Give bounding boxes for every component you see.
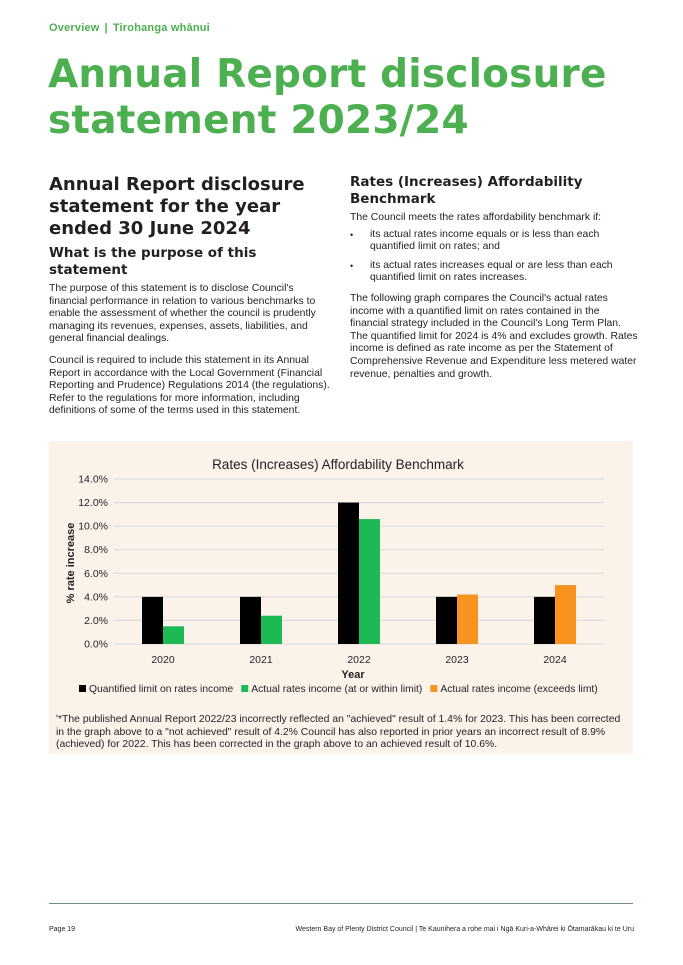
legend-label: Quantified limit on rates income: [89, 684, 234, 695]
purpose-subheading: What is the purpose of this statement: [49, 245, 257, 278]
legend-swatch: [79, 685, 86, 692]
chart-footnote: '*The published Annual Report 2022/23 incorrectly reflected an "achieved" result of 1.4% for 2023. This has been corrected in the graph above to a "not achieved" result of 4.2% Council has also reported in prior years an incorrect result of 8.9% (achieved) for 2022. This has been corrected in the graph above to an achieved result of 10.6%.: [56, 714, 621, 751]
y-tick-label: 4.0%: [84, 591, 108, 604]
legend-label: Actual rates income (at or within limit): [251, 684, 423, 695]
criteria-item: • its actual rates income equals or is less than each quantified limit on rates; and: [350, 229, 640, 254]
graph-explanation: The following graph compares the Council's actual rates income with a quantified limit on rates contained in the financial strategy included in the Council's Long Term Plan. The quantified limit for 2024 is 4% and excludes growth. Rates income is defined as rate income as per the Statement of Comprehensive Revenue and Expenditure less metered water revenue, penalties and growth.: [350, 292, 638, 380]
y-tick-label: 2.0%: [84, 614, 108, 627]
legend-swatch: [241, 685, 248, 692]
benchmark-criteria-list: [350, 229, 640, 285]
criteria-item: • its actual rates increases equal or are less than each quantified limit on rates increases.: [350, 260, 640, 285]
limit-bar: [142, 597, 163, 644]
legend-label: Actual rates income (exceeds limt): [440, 684, 598, 695]
chart-y-ticks: [78, 474, 108, 651]
y-tick-label: 14.0%: [78, 473, 108, 486]
legend-swatch: [430, 685, 437, 692]
y-tick-label: 6.0%: [84, 567, 108, 580]
purpose-paragraph: The purpose of this statement is to disclose Council's financial performance in relation to various benchmarks to enable the assessment of whether the council is prudently managing its revenues, expenses, assets, liabilities, and general financial dealings.: [49, 283, 316, 345]
right-column: [350, 174, 640, 390]
actual-bar: [457, 595, 478, 645]
left-column: [49, 174, 331, 427]
benchmark-heading: Rates (Increases) Affordability Benchmark: [350, 174, 583, 207]
y-tick-label: 12.0%: [78, 497, 108, 510]
x-axis-label: Year: [341, 669, 365, 681]
footer-divider: [49, 903, 633, 904]
page-title: Annual Report disclosure statement 2023/24: [48, 52, 607, 143]
benchmark-intro: The Council meets the rates affordability benchmark if:: [350, 212, 602, 223]
actual-bar: [359, 519, 380, 644]
x-tick-label: 2020: [151, 654, 175, 666]
x-tick-label: 2022: [347, 654, 371, 666]
footer-organisation: Western Bay of Plenty District Council | Te Kaunihera a rohe mai i Ngā Kuri-a-Whārei ki Ōtamarākau ki te Uru: [295, 926, 634, 933]
actual-bar: [261, 616, 282, 644]
limit-bar: [240, 597, 261, 644]
y-axis-label: % rate increase: [65, 522, 77, 604]
y-tick-label: 0.0%: [84, 638, 108, 651]
chart-title: Rates (Increases) Affordability Benchmark: [212, 457, 464, 472]
y-tick-label: 10.0%: [78, 520, 108, 533]
chart-x-ticks: [151, 654, 567, 666]
limit-bar: [338, 503, 359, 644]
breadcrumb-separator: |: [104, 22, 108, 34]
x-tick-label: 2021: [249, 654, 273, 666]
regulations-paragraph: Council is required to include this statement in its Annual Report in accordance with the Local Government (Financial Reporting and Prudence) Regulations 2014 (the regulations). Refer to the regulations for more information, including definitions of some of the terms used in this statement.: [49, 354, 330, 417]
limit-bar: [436, 597, 457, 644]
x-tick-label: 2023: [445, 654, 469, 666]
breadcrumb: [49, 22, 210, 34]
y-tick-label: 8.0%: [84, 544, 108, 557]
rates-benchmark-chart: [49, 441, 633, 711]
chart-legend: [79, 684, 598, 695]
breadcrumb-section-maori: Tirohanga whānui: [112, 22, 210, 34]
actual-bar: [163, 626, 184, 644]
x-tick-label: 2024: [543, 654, 567, 666]
limit-bar: [534, 597, 555, 644]
breadcrumb-section: Overview: [49, 22, 100, 34]
statement-heading: Annual Report disclosure statement for the year ended 30 June 2024: [49, 174, 305, 239]
page-number: Page 19: [49, 926, 76, 933]
actual-bar: [555, 585, 576, 644]
chart-panel: [49, 441, 633, 754]
